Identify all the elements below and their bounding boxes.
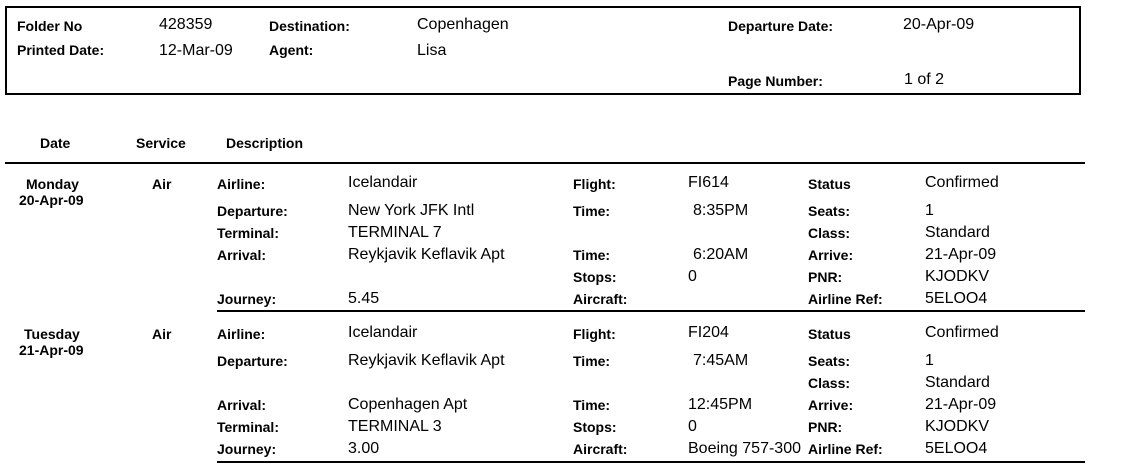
arrive-label: Arrive:: [808, 247, 854, 263]
departure-label: Departure:: [217, 203, 288, 219]
pnr-label: PNR:: [808, 269, 843, 285]
airline-value: Icelandair: [348, 324, 418, 341]
pnr-value: KJODKV: [925, 418, 990, 435]
flight-label: Flight:: [573, 326, 616, 342]
segment-date: 20-Apr-09: [19, 192, 84, 208]
arrive-value: 21-Apr-09: [925, 246, 997, 263]
departure-label: Departure:: [217, 353, 288, 369]
seats-value: 1: [925, 202, 934, 219]
airline-label: Airline:: [217, 176, 266, 192]
terminal-label: Terminal:: [217, 419, 279, 435]
page-number-value: 1 of 2: [904, 71, 945, 88]
segment-date: 21-Apr-09: [19, 342, 84, 358]
class-label: Class:: [808, 225, 851, 241]
class-value: Standard: [925, 224, 990, 241]
stops-label: Stops:: [573, 269, 617, 285]
arrival-label: Arrival:: [217, 397, 267, 413]
column-header-description: Description: [226, 135, 304, 151]
aircraft-value: Boeing 757-300: [688, 440, 801, 457]
folder-no-label: Folder No: [17, 18, 83, 34]
departure-date-label: Departure Date:: [728, 18, 834, 34]
destination-value: Copenhagen: [417, 16, 509, 33]
terminal-value: TERMINAL 7: [348, 224, 442, 241]
departure-time-value: 7:45AM: [693, 352, 749, 369]
aircraft-label: Aircraft:: [573, 441, 628, 457]
arrival-time-value: 12:45PM: [688, 396, 753, 413]
arrival-time-value: 6:20AM: [693, 246, 749, 263]
class-label: Class:: [808, 375, 851, 391]
printed-date-value: 12-Mar-09: [159, 42, 233, 59]
status-value: Confirmed: [925, 324, 999, 341]
arrival-time-label: Time:: [573, 247, 611, 263]
page-number-label: Page Number:: [728, 73, 823, 89]
segment-service: Air: [152, 176, 172, 192]
seats-value: 1: [925, 352, 934, 369]
departure-time-label: Time:: [573, 203, 611, 219]
status-label: Status: [808, 326, 851, 342]
stops-value: 0: [688, 418, 697, 435]
journey-label: Journey:: [217, 291, 277, 307]
airline-ref-value: 5ELOO4: [925, 440, 988, 457]
airline-ref-label: Airline Ref:: [808, 291, 883, 307]
flight-value: FI204: [688, 324, 729, 341]
seats-label: Seats:: [808, 203, 851, 219]
class-value: Standard: [925, 374, 990, 391]
stops-value: 0: [688, 268, 697, 285]
segment-separator-rule: [217, 310, 1085, 312]
agent-value: Lisa: [417, 42, 447, 59]
arrival-value: Copenhagen Apt: [348, 396, 468, 413]
status-value: Confirmed: [925, 174, 999, 191]
folder-no-value: 428359: [159, 16, 213, 33]
printed-date-label: Printed Date:: [17, 42, 105, 58]
pnr-value: KJODKV: [925, 268, 990, 285]
status-label: Status: [808, 176, 851, 192]
column-header-service: Service: [136, 135, 186, 151]
destination-label: Destination:: [269, 18, 350, 34]
arrival-time-label: Time:: [573, 397, 611, 413]
arrive-label: Arrive:: [808, 397, 854, 413]
departure-time-value: 8:35PM: [693, 202, 749, 219]
airline-ref-label: Airline Ref:: [808, 441, 883, 457]
segment-day: Tuesday: [24, 326, 80, 342]
flight-label: Flight:: [573, 176, 616, 192]
departure-value: New York JFK Intl: [348, 202, 475, 219]
terminal-value: TERMINAL 3: [348, 418, 442, 435]
seats-label: Seats:: [808, 353, 851, 369]
journey-value: 5.45: [348, 290, 380, 307]
aircraft-label: Aircraft:: [573, 291, 628, 307]
column-header-rule: [5, 162, 1085, 164]
agent-label: Agent:: [269, 42, 314, 58]
journey-value: 3.00: [348, 440, 380, 457]
segment-service: Air: [152, 326, 172, 342]
departure-date-value: 20-Apr-09: [903, 16, 975, 33]
column-header-date: Date: [40, 135, 71, 151]
terminal-label: Terminal:: [217, 225, 279, 241]
segment-separator-rule: [217, 461, 1085, 463]
departure-time-label: Time:: [573, 353, 611, 369]
segment-day: Monday: [26, 176, 79, 192]
arrival-label: Arrival:: [217, 247, 267, 263]
journey-label: Journey:: [217, 441, 277, 457]
arrive-value: 21-Apr-09: [925, 396, 997, 413]
airline-value: Icelandair: [348, 174, 418, 191]
airline-label: Airline:: [217, 326, 266, 342]
pnr-label: PNR:: [808, 419, 843, 435]
flight-value: FI614: [688, 174, 729, 191]
departure-value: Reykjavik Keflavik Apt: [348, 352, 505, 369]
arrival-value: Reykjavik Keflavik Apt: [348, 246, 505, 263]
stops-label: Stops:: [573, 419, 617, 435]
airline-ref-value: 5ELOO4: [925, 290, 988, 307]
